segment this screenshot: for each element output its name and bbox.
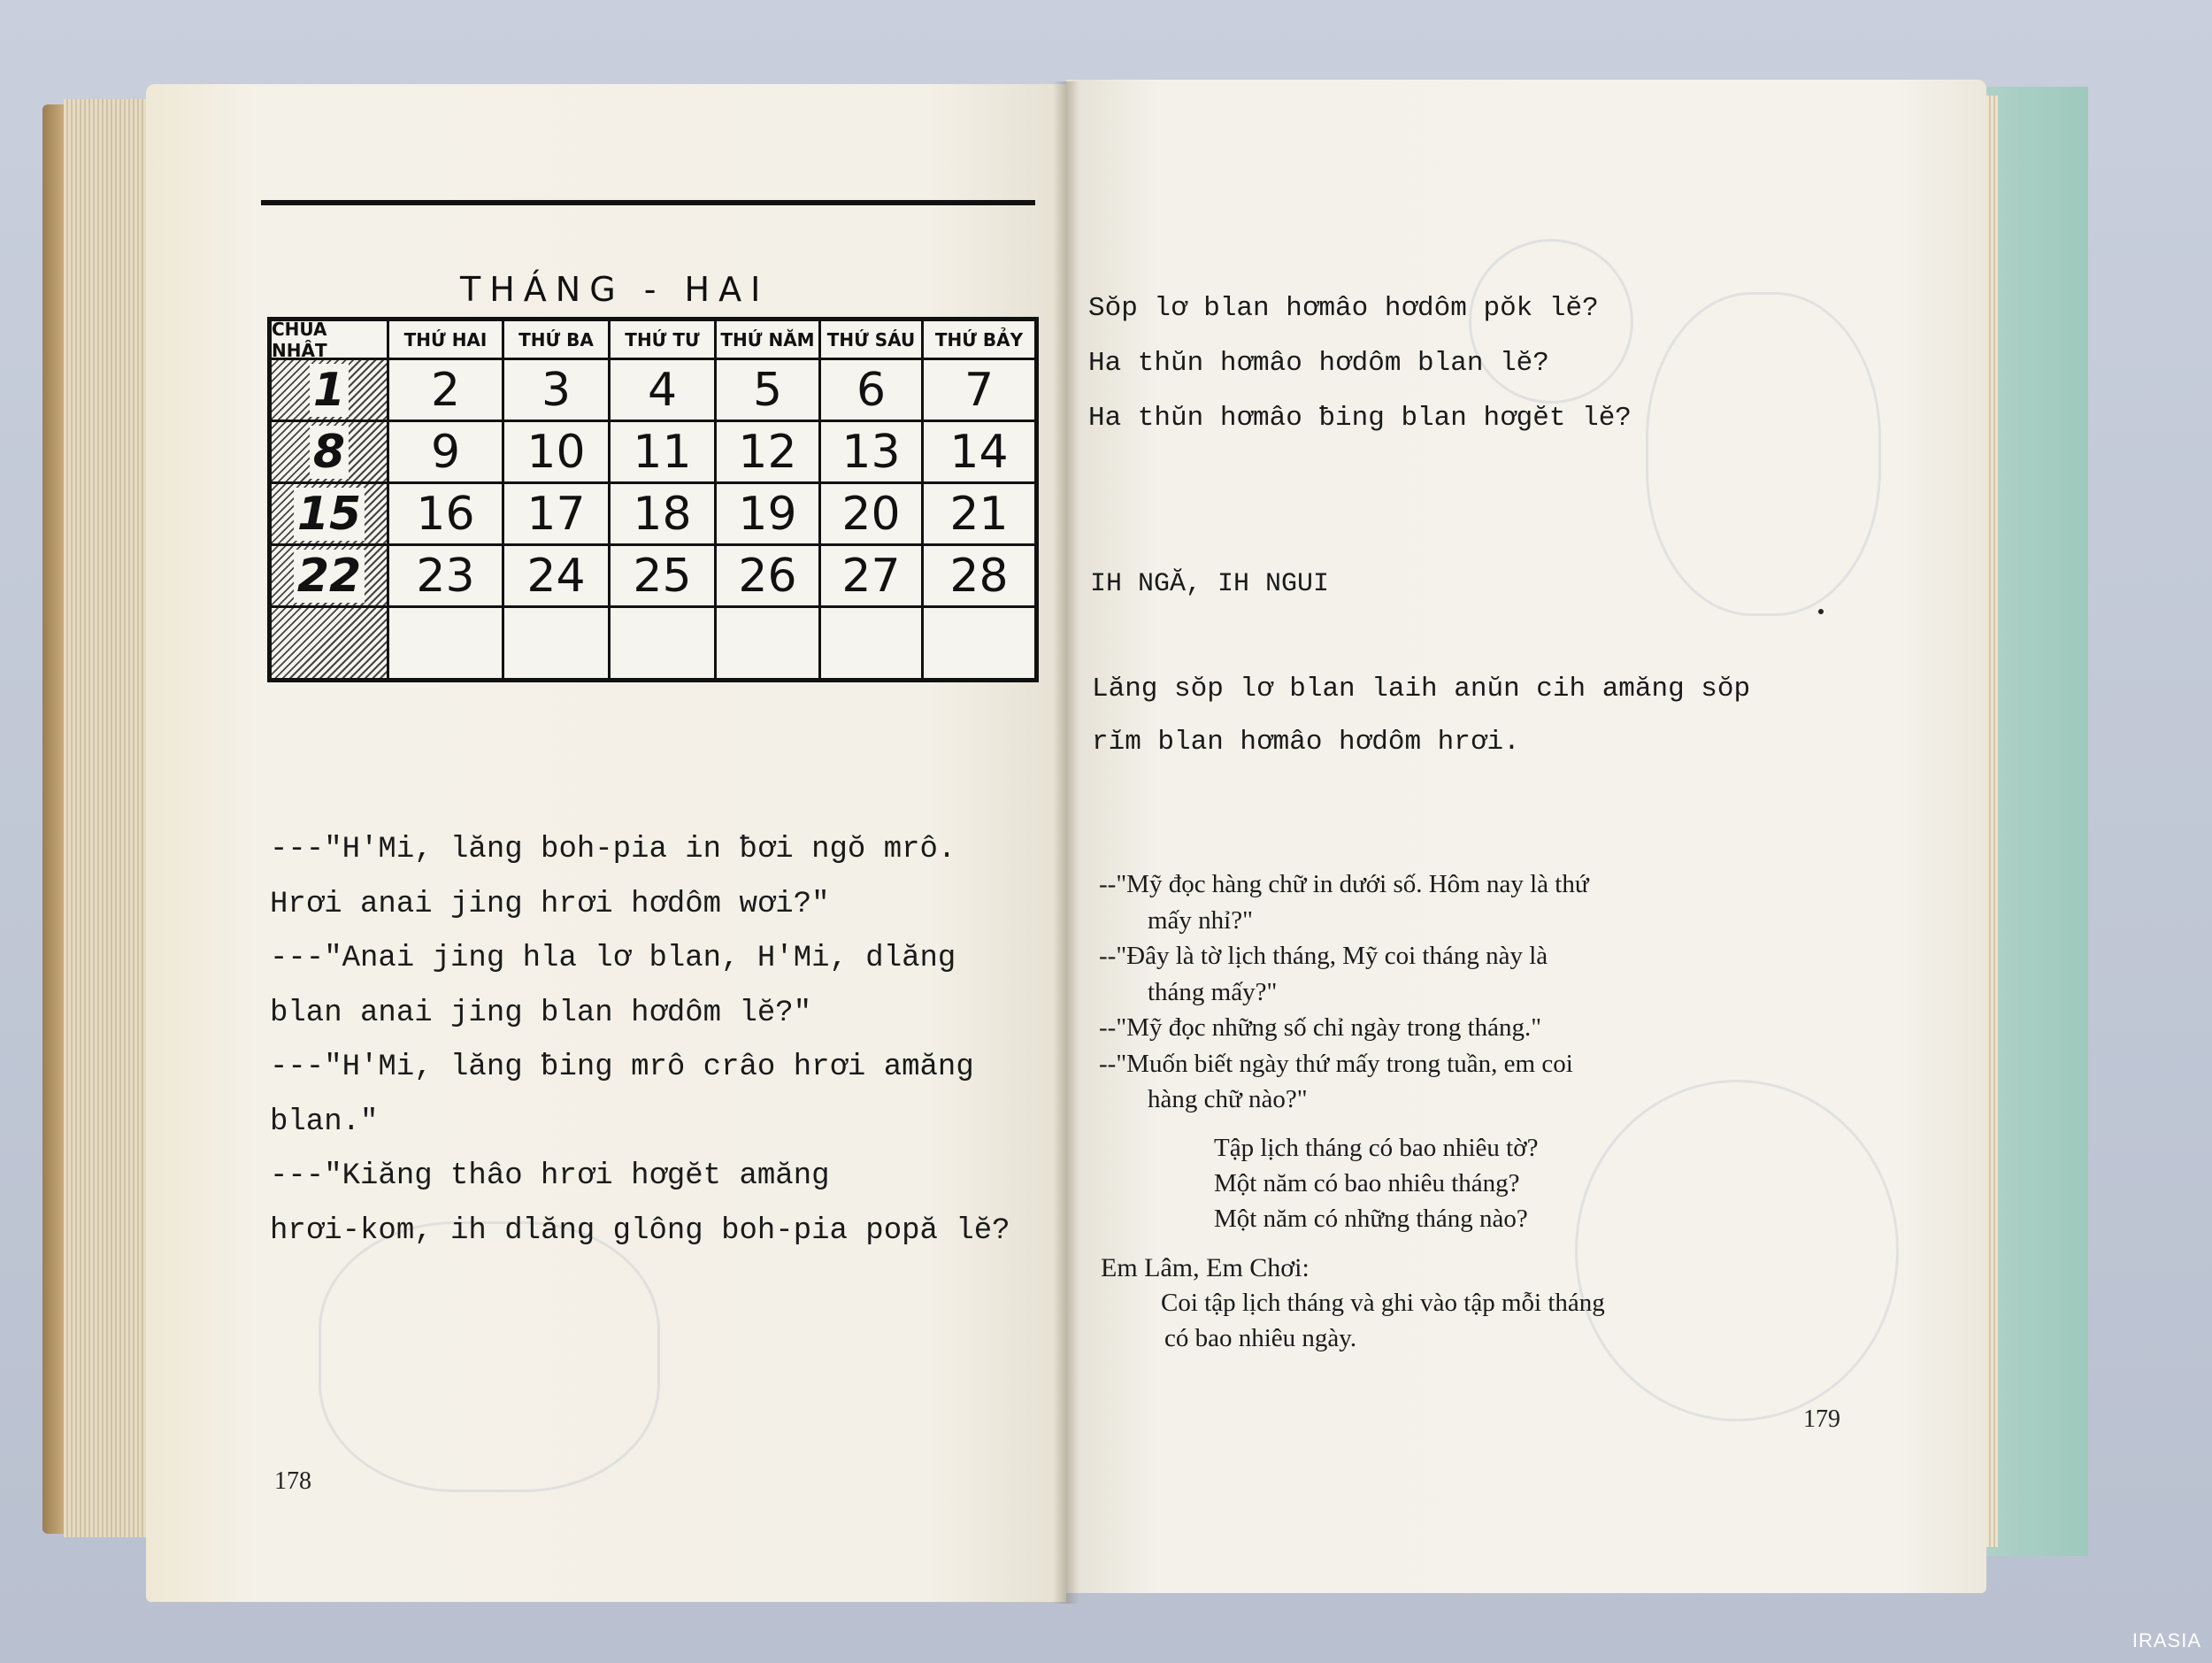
calendar-day-cell bbox=[272, 608, 389, 678]
calendar-day-cell bbox=[504, 422, 611, 484]
calendar-day-number: 10 bbox=[526, 425, 586, 479]
text-line: hrơi-kom, ih dlăng glông boh-pia popă lĕ? bbox=[270, 1213, 1010, 1248]
calendar-day-number: 3 bbox=[541, 363, 572, 417]
text-line: --"Muốn biết ngày thứ mấy trong tuần, em coi bbox=[1099, 1049, 1573, 1078]
calendar-day-cell bbox=[389, 608, 504, 678]
calendar-grid bbox=[267, 317, 1039, 682]
bleed-through-shape bbox=[1646, 292, 1881, 616]
text-line: --"Mỹ đọc hàng chữ in dưới số. Hôm nay là thứ bbox=[1099, 870, 1589, 898]
text-line: ---"H'Mi, lăng boh-pia in ƀơi ngŏ mrô. bbox=[270, 833, 956, 866]
calendar-day-cell bbox=[821, 608, 924, 678]
text-line: Một năm có những tháng nào? bbox=[1214, 1205, 1528, 1233]
calendar-day-cell bbox=[821, 360, 924, 422]
ink-speck bbox=[1818, 609, 1824, 614]
calendar-header-cell: THỨ NĂM bbox=[717, 321, 821, 360]
calendar-day-cell bbox=[611, 484, 717, 546]
text-line: Sŏp lơ blan hơmâo hơdôm pŏk lĕ? bbox=[1088, 293, 1599, 324]
calendar-day-cell bbox=[611, 422, 717, 484]
page-number-left: 178 bbox=[274, 1467, 311, 1495]
calendar-day-number: 16 bbox=[416, 487, 475, 541]
calendar-header-cell: THỨ TƯ bbox=[611, 321, 717, 360]
text-line: blan anai jing blan hơdôm lĕ?" bbox=[270, 996, 812, 1030]
exercise-label: Em Lâm, Em Chơi: bbox=[1101, 1253, 1310, 1282]
calendar-day-cell bbox=[272, 360, 389, 422]
calendar-day-number: 24 bbox=[526, 549, 586, 603]
calendar-day-cell bbox=[821, 546, 924, 608]
calendar-day-cell bbox=[924, 608, 1034, 678]
calendar-day-number: 25 bbox=[633, 549, 692, 603]
calendar-day-cell bbox=[272, 422, 389, 484]
calendar-day-number: 2 bbox=[430, 363, 461, 417]
calendar-day-cell bbox=[504, 546, 611, 608]
calendar-day-cell bbox=[821, 484, 924, 546]
calendar-day-cell bbox=[924, 484, 1034, 546]
calendar-day-number: 12 bbox=[738, 425, 797, 479]
calendar-day-cell bbox=[924, 422, 1034, 484]
text-line: Coi tập lịch tháng và ghi vào tập mỗi tháng bbox=[1161, 1289, 1605, 1317]
text-line: Lăng sŏp lơ blan laih anŭn cih amăng sŏp bbox=[1092, 674, 1751, 704]
calendar-day-number: 1 bbox=[310, 364, 349, 417]
calendar-day-number: 4 bbox=[647, 363, 678, 417]
calendar-day-number: 23 bbox=[416, 549, 475, 603]
calendar-day-cell bbox=[389, 546, 504, 608]
book-gutter bbox=[1053, 81, 1079, 1604]
calendar-day-number: 14 bbox=[949, 425, 1009, 479]
calendar-day-number: 8 bbox=[310, 426, 349, 479]
calendar-day-number: 27 bbox=[841, 549, 901, 603]
calendar-day-cell bbox=[611, 608, 717, 678]
calendar-day-cell bbox=[924, 360, 1034, 422]
calendar-day-cell bbox=[611, 546, 717, 608]
calendar-header-cell: CHUA NHẬT bbox=[272, 321, 389, 360]
calendar-day-cell bbox=[504, 484, 611, 546]
calendar-day-cell bbox=[717, 608, 821, 678]
calendar-header-cell: THỨ BẢY bbox=[924, 321, 1034, 360]
calendar-day-cell bbox=[389, 360, 504, 422]
calendar-day-cell bbox=[272, 484, 389, 546]
calendar-day-number: 15 bbox=[294, 488, 365, 541]
header-rule bbox=[261, 200, 1035, 205]
calendar-header-cell: THỨ SÁU bbox=[821, 321, 924, 360]
calendar-day-cell bbox=[504, 360, 611, 422]
calendar-day-number: 7 bbox=[964, 363, 995, 417]
bleed-through-shape bbox=[1575, 1080, 1899, 1421]
calendar-day-cell bbox=[272, 546, 389, 608]
calendar-day-number: 6 bbox=[856, 363, 887, 417]
calendar-day-number: 13 bbox=[841, 425, 901, 479]
calendar-day-cell bbox=[924, 546, 1034, 608]
calendar-day-number: 19 bbox=[738, 487, 797, 541]
calendar-day-cell bbox=[717, 546, 821, 608]
calendar-day-cell bbox=[389, 422, 504, 484]
calendar-day-number: 21 bbox=[949, 487, 1009, 541]
text-line: hàng chữ nào?" bbox=[1148, 1085, 1308, 1113]
page-number-right: 179 bbox=[1803, 1405, 1840, 1433]
calendar-day-cell bbox=[717, 484, 821, 546]
bleed-through-shape bbox=[319, 1221, 660, 1492]
watermark: IRASIA bbox=[2131, 1629, 2201, 1651]
text-line: blan." bbox=[270, 1105, 379, 1139]
text-line: ---"Kiăng thâo hrơi hơgĕt amăng bbox=[270, 1159, 830, 1193]
calendar-day-cell bbox=[717, 360, 821, 422]
text-line: Ha thŭn hơmâo hơdôm blan lĕ? bbox=[1088, 348, 1549, 379]
calendar-day-cell bbox=[504, 608, 611, 678]
calendar-day-number: 22 bbox=[294, 550, 365, 603]
text-line: mấy nhỉ?" bbox=[1148, 905, 1253, 935]
text-line: có bao nhiêu ngày. bbox=[1164, 1324, 1357, 1352]
calendar-day-number: 28 bbox=[949, 549, 1009, 603]
calendar-day-cell bbox=[389, 484, 504, 546]
calendar-header-cell: THỨ BA bbox=[504, 321, 611, 360]
text-line: ---"H'Mi, lăng ƀing mrô crâo hrơi amăng bbox=[270, 1051, 974, 1084]
text-line: tháng mấy?" bbox=[1148, 977, 1278, 1006]
calendar-day-number: 18 bbox=[633, 487, 692, 541]
text-line: --"Đây là tờ lịch tháng, Mỹ coi tháng này là bbox=[1099, 942, 1548, 970]
text-line: Một năm có bao nhiêu tháng? bbox=[1214, 1169, 1520, 1197]
calendar-title: THÁNG - HAI bbox=[460, 270, 770, 309]
calendar-day-number: 9 bbox=[430, 425, 461, 479]
text-line: Ha thŭn hơmâo ƀing blan hơgĕt lĕ? bbox=[1088, 403, 1632, 434]
text-line: Hrơi anai jing hrơi hơdôm wơi?" bbox=[270, 887, 830, 921]
calendar-day-number: 5 bbox=[752, 363, 783, 417]
calendar-day-number: 11 bbox=[633, 425, 692, 479]
section-heading: IH NGĂ, IH NGUI bbox=[1090, 569, 1330, 599]
calendar-day-cell bbox=[611, 360, 717, 422]
calendar-day-cell bbox=[821, 422, 924, 484]
calendar-day-number: 26 bbox=[738, 549, 797, 603]
calendar-day-number: 20 bbox=[841, 487, 901, 541]
calendar-header-cell: THỨ HAI bbox=[389, 321, 504, 360]
text-line: Tập lịch tháng có bao nhiêu tờ? bbox=[1214, 1134, 1539, 1162]
calendar-day-number: 17 bbox=[526, 487, 586, 541]
text-line: --"Mỹ đọc những số chỉ ngày trong tháng." bbox=[1099, 1013, 1542, 1042]
text-line: ---"Anai jing hla lơ blan, H'Mi, dlăng bbox=[270, 942, 956, 975]
text-line: rĭm blan hơmâo hơdôm hrơi. bbox=[1092, 727, 1520, 758]
calendar-day-cell bbox=[717, 422, 821, 484]
